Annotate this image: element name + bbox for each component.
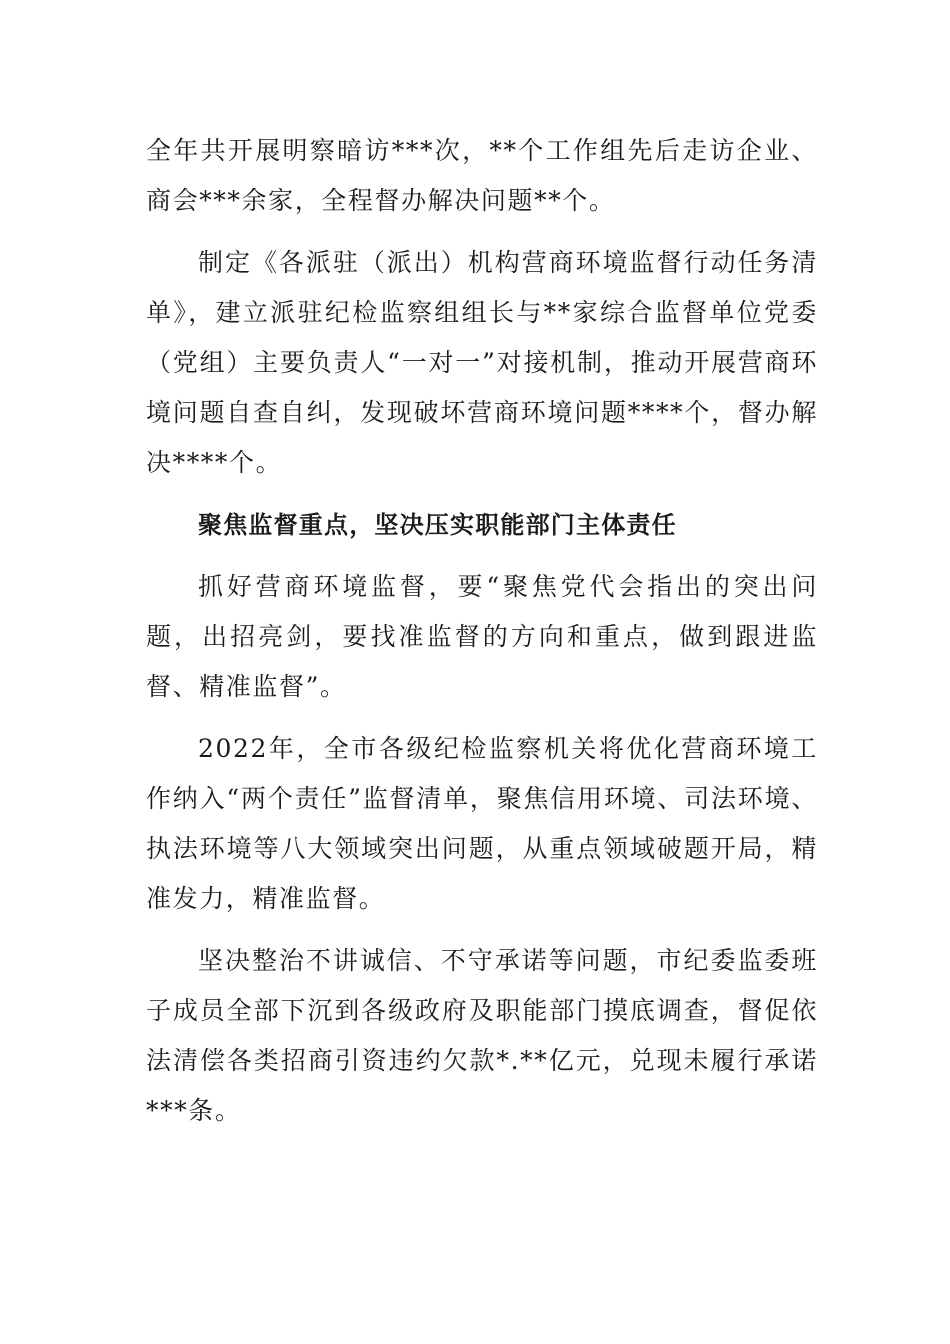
- paragraph-4: 2022年，全市各级纪检监察机关将优化营商环境工作纳入“两个责任”监督清单，聚焦信用环境、司法环境、执法环境等八大领域突出问题，从重点领域破题开局，精准发力，精准监督。: [146, 734, 818, 913]
- paragraph-1: 全年共开展明察暗访***次，**个工作组先后走访企业、商会***余家，全程督办解决问题**个。: [146, 136, 818, 215]
- section-heading: 聚焦监督重点，坚决压实职能部门主体责任: [198, 511, 677, 539]
- paragraph-2: 制定《各派驻（派出）机构营商环境监督行动任务清单》，建立派驻纪检监察组组长与**家综合监督单位党委（党组）主要负责人“一对一”对接机制，推动开展营商环境问题自查自纠，发现破坏营商环境问题****个，督办解决****个。: [146, 248, 818, 477]
- paragraph-5: 坚决整治不讲诚信、不守承诺等问题，市纪委监委班子成员全部下沉到各级政府及职能部门摸底调查，督促依法清偿各类招商引资违约欠款*.**亿元，兑现未履行承诺***条。: [146, 946, 818, 1125]
- paragraph-3: 抓好营商环境监督，要“聚焦党代会指出的突出问题，出招亮剑，要找准监督的方向和重点，做到跟进监督、精准监督”。: [146, 572, 818, 701]
- document-page: [146, 126, 818, 1148]
